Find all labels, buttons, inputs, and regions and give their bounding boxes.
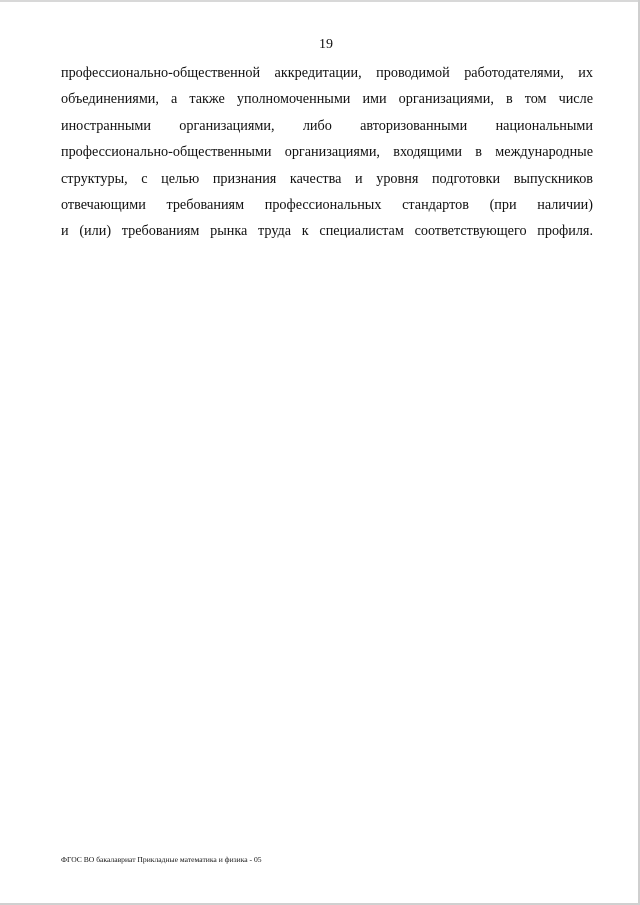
scan-edge-top bbox=[0, 0, 640, 2]
paragraph-line-3: иностранными организациями, либо авторизованными национальными bbox=[61, 117, 593, 134]
paragraph-line-4: профессионально-общественными организациями, входящими в международные bbox=[61, 144, 593, 161]
paragraph-line-7: и (или) требованиям рынка труда к специалистам соответствующего профиля. bbox=[61, 223, 593, 240]
paragraph-line-2: объединениями, а также уполномоченными ими организациями, в том числе bbox=[61, 91, 593, 108]
paragraph-line-6: отвечающими требованиям профессиональных стандартов (при наличии) bbox=[61, 196, 593, 213]
body-paragraph bbox=[61, 60, 593, 245]
document-footer: ФГОС ВО бакалавриат Прикладные математика и физика - 05 bbox=[61, 855, 262, 864]
page-number: 19 bbox=[319, 37, 333, 52]
paragraph-line-5: структуры, с целью признания качества и уровня подготовки выпускников bbox=[61, 170, 593, 187]
paragraph-line-1: профессионально-общественной аккредитации, проводимой работодателями, их bbox=[61, 65, 593, 81]
